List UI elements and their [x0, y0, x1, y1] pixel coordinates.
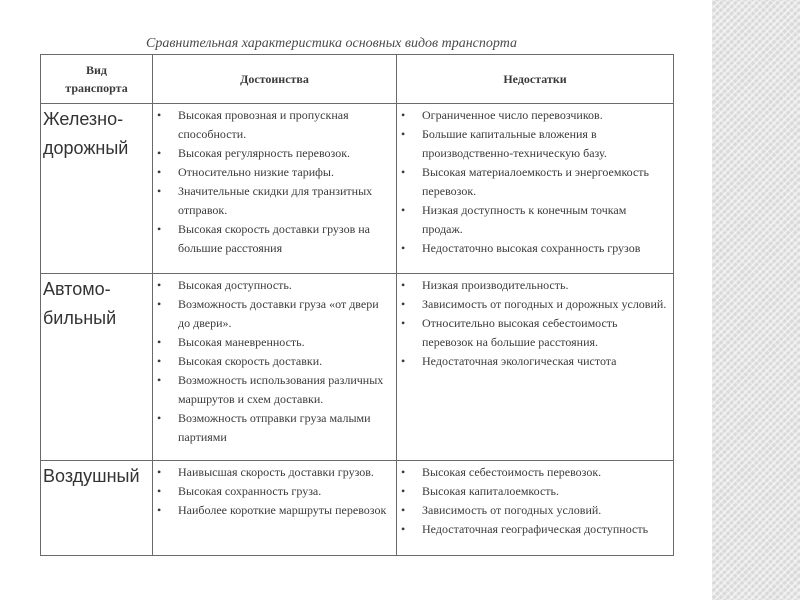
table-caption: Сравнительная характеристика основных видов транспорта	[146, 36, 517, 51]
header-type-line2: транспорта	[65, 81, 128, 95]
list-item: • Наивысшая скорость доставки грузов.	[153, 463, 392, 482]
transport-type-cell	[41, 461, 153, 556]
list-item: • Большие капитальные вложения в производственно-техническую базу.	[401, 127, 607, 160]
bullet-icon: •	[401, 522, 406, 536]
bullet-icon: •	[157, 146, 162, 160]
list-item: • Возможность использования различных маршрутов и схем доставки.	[157, 373, 384, 406]
bullet-icon: •	[157, 297, 162, 311]
disadvantages-cell	[397, 104, 674, 274]
header-disadvantages: Недостатки	[397, 55, 674, 104]
transport-type-cell	[41, 274, 153, 461]
list-item: • Высокая сохранность груза.	[153, 482, 392, 501]
list-item: • Недостаточно высокая сохранность грузов	[397, 239, 669, 258]
bullet-icon: •	[157, 373, 162, 387]
disadvantages-cell	[397, 274, 674, 461]
transport-comparison-table	[40, 54, 674, 556]
advantages-list	[153, 274, 396, 447]
bullet-icon: •	[401, 278, 406, 292]
list-item: • Высокая капиталоемкость.	[397, 482, 669, 501]
list-item: • Высокая скорость доставки грузов на большие расстояния	[157, 222, 370, 255]
list-item: • Высокая материалоемкость и энергоемкость перевозок.	[401, 165, 650, 198]
bullet-icon: •	[157, 278, 162, 292]
bullet-icon: •	[157, 484, 162, 498]
list-item: • Высокая себестоимость перевозок.	[397, 463, 669, 482]
table-row-railway	[41, 104, 674, 274]
disadvantages-list	[397, 461, 673, 539]
bullet-icon: •	[401, 316, 406, 330]
disadvantages-list	[397, 274, 673, 371]
bullet-icon: •	[157, 503, 162, 517]
advantages-cell	[153, 104, 397, 274]
advantages-list	[153, 461, 396, 520]
transport-type-line1: Воздушный	[43, 466, 140, 486]
advantages-cell	[153, 274, 397, 461]
table-row-automobile	[41, 274, 674, 461]
table-row-air	[41, 461, 674, 556]
bullet-icon: •	[401, 503, 406, 517]
list-item: • Недостаточная географическая доступность	[397, 520, 669, 539]
header-type	[41, 55, 153, 104]
bullet-icon: •	[157, 465, 162, 479]
bullet-icon: •	[157, 165, 162, 179]
list-item: • Возможность доставки груза «от двери до двери».	[157, 297, 379, 330]
list-item: • Относительно высокая себестоимость перевозок на большие расстояния.	[401, 316, 618, 349]
list-item: • Относительно низкие тарифы.	[153, 163, 392, 182]
bullet-icon: •	[157, 184, 162, 198]
transport-type-line2: бильный	[43, 308, 117, 328]
list-item: • Высокая маневренность.	[153, 333, 392, 352]
transport-type-line2: дорожный	[43, 138, 129, 158]
bullet-icon: •	[157, 108, 162, 122]
list-item: • Высокая доступность.	[153, 276, 392, 295]
decorative-side-band	[712, 0, 800, 600]
bullet-icon: •	[401, 108, 406, 122]
header-type-line1: Вид	[86, 63, 107, 77]
bullet-icon: •	[401, 484, 406, 498]
disadvantages-cell	[397, 461, 674, 556]
list-item: • Значительные скидки для транзитных отправок.	[157, 184, 373, 217]
list-item: • Высокая скорость доставки.	[153, 352, 392, 371]
transport-type-line1: Железно-	[43, 109, 124, 129]
bullet-icon: •	[401, 297, 406, 311]
list-item: • Высокая провозная и пропускная способности.	[157, 108, 349, 141]
bullet-icon: •	[401, 203, 406, 217]
advantages-cell	[153, 461, 397, 556]
list-item: • Низкая производительность.	[397, 276, 669, 295]
list-item: • Высокая регулярность перевозок.	[153, 144, 392, 163]
bullet-icon: •	[157, 354, 162, 368]
bullet-icon: •	[157, 411, 162, 425]
disadvantages-list	[397, 104, 673, 258]
list-item: • Возможность отправки груза малыми партиями	[157, 411, 371, 444]
list-item: • Зависимость от погодных и дорожных условий.	[397, 295, 669, 314]
header-advantages: Достоинства	[153, 55, 397, 104]
list-item: • Наиболее короткие маршруты перевозок	[153, 501, 392, 520]
bullet-icon: •	[157, 335, 162, 349]
list-item: • Ограниченное число перевозчиков.	[397, 106, 669, 125]
list-item: • Низкая доступность к конечным точкам продаж.	[401, 203, 627, 236]
list-item: • Недостаточная экологическая чистота	[397, 352, 669, 371]
transport-type-cell	[41, 104, 153, 274]
bullet-icon: •	[401, 241, 406, 255]
table-header-row	[41, 55, 674, 104]
bullet-icon: •	[401, 354, 406, 368]
bullet-icon: •	[401, 127, 406, 141]
advantages-list	[153, 104, 396, 258]
bullet-icon: •	[401, 465, 406, 479]
bullet-icon: •	[157, 222, 162, 236]
transport-type-line1: Автомо-	[43, 279, 111, 299]
bullet-icon: •	[401, 165, 406, 179]
list-item: • Зависимость от погодных условий.	[397, 501, 669, 520]
